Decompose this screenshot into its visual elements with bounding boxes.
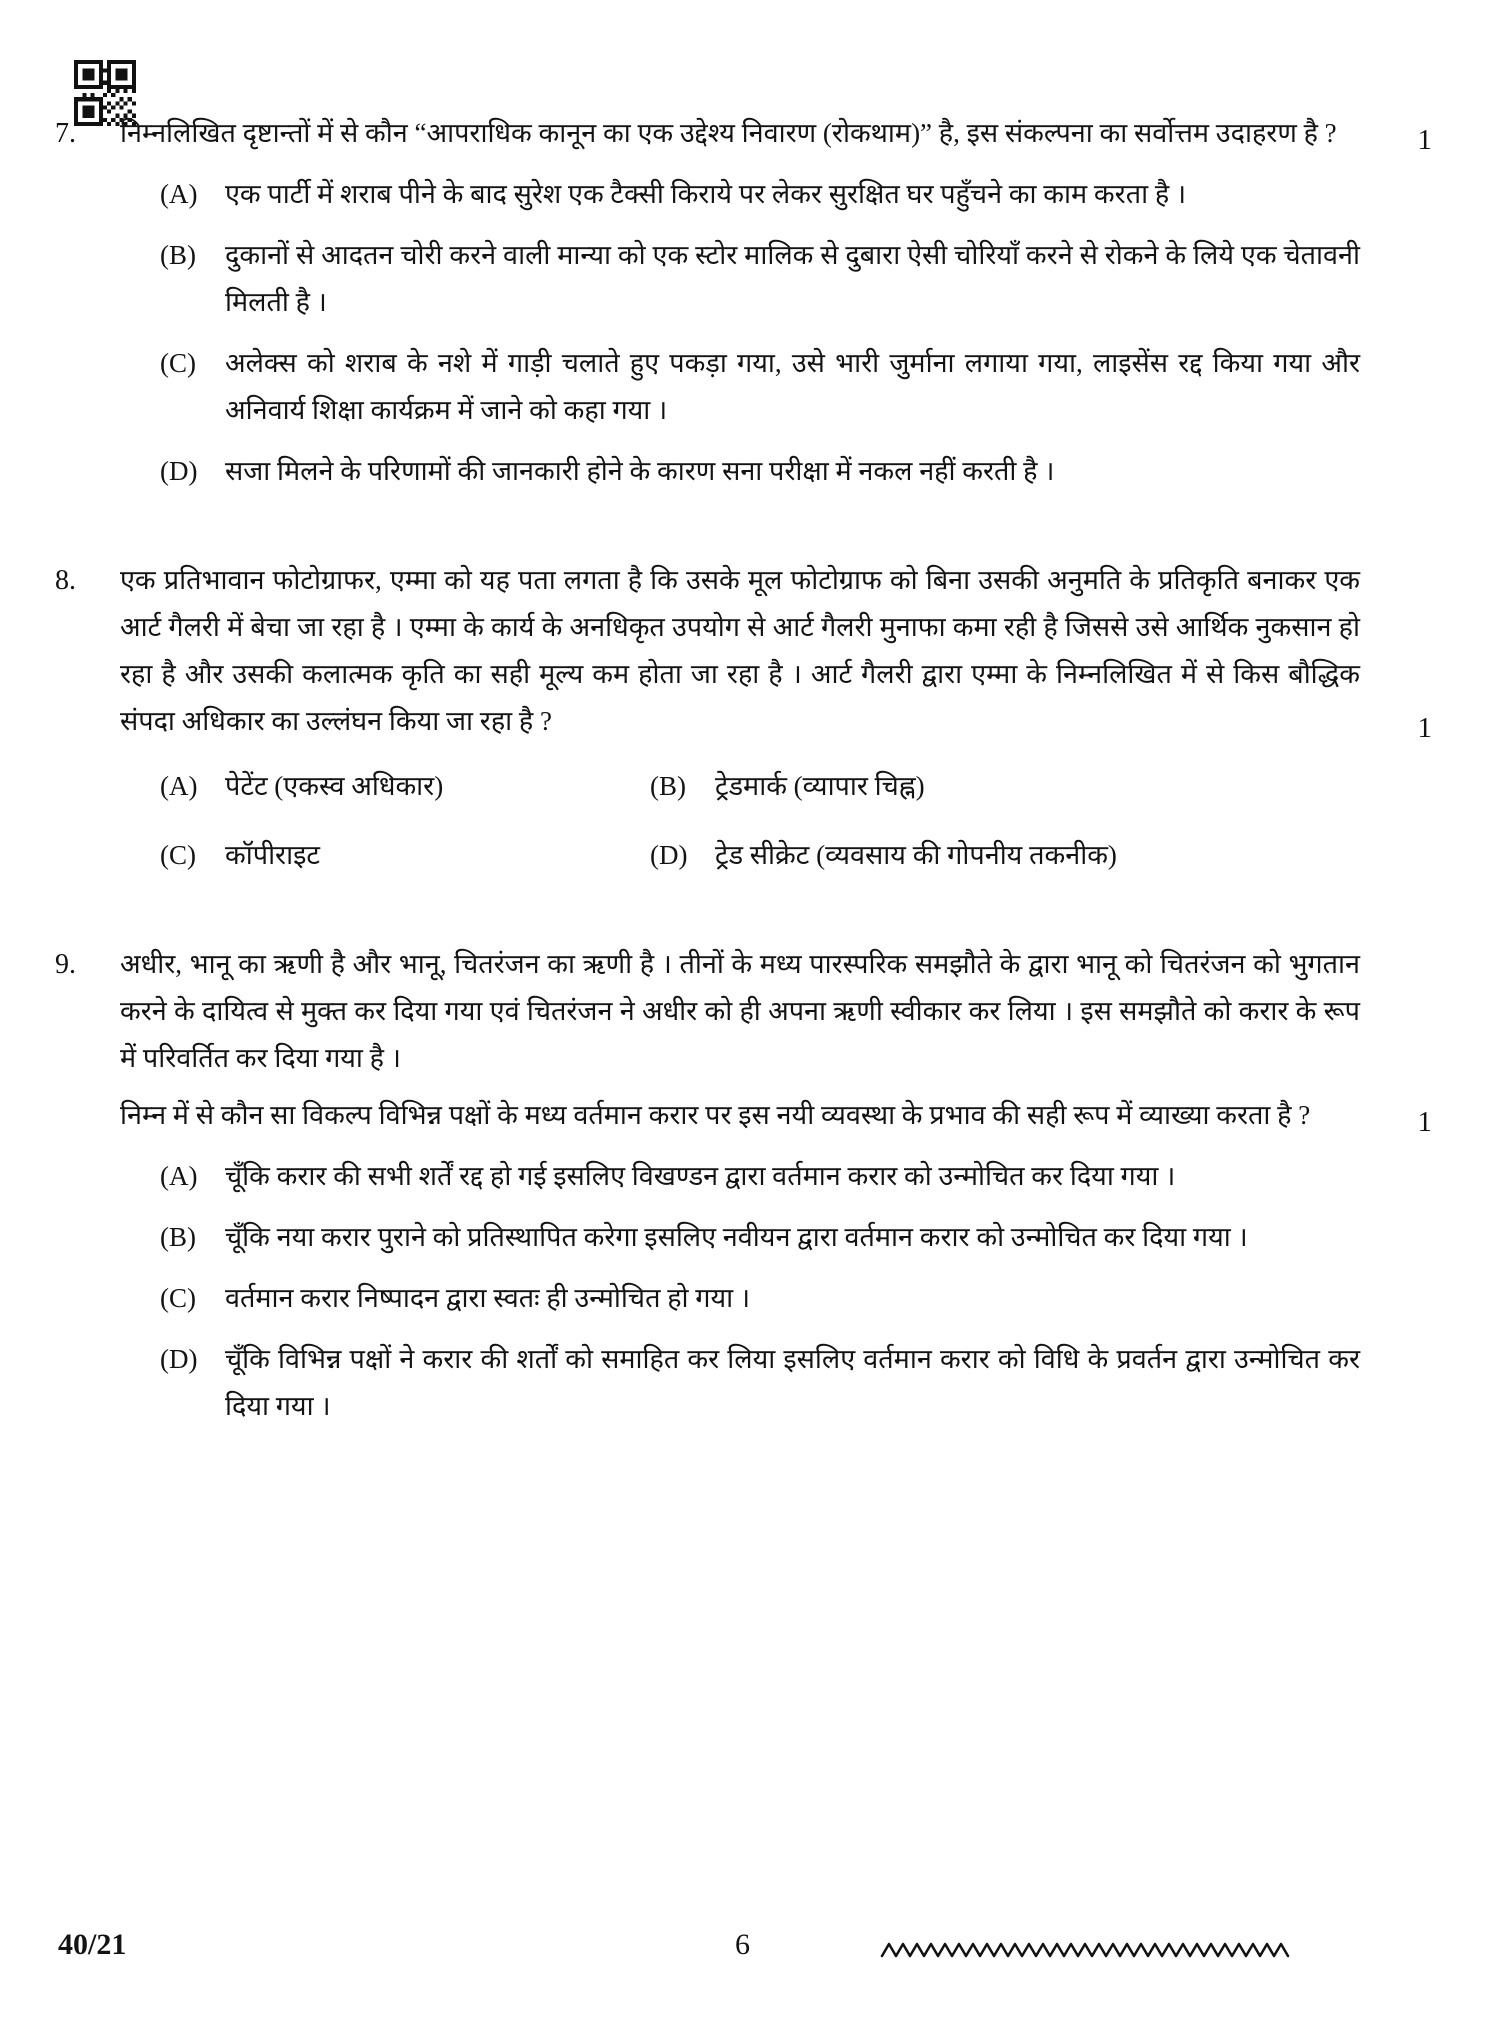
option-label: (C) bbox=[160, 840, 196, 870]
question-9-content bbox=[120, 941, 1440, 1430]
question-7 bbox=[55, 110, 1440, 495]
option-text: एक पार्टी में शराब पीने के बाद सुरेश एक टैक्सी किराये पर लेकर सुरक्षित घर पहुँचने का काम करता है । bbox=[225, 179, 1187, 209]
option-text: ट्रेडमार्क (व्यापार चिह्न) bbox=[715, 771, 925, 801]
question-9-number: 9. bbox=[55, 949, 76, 980]
option-text: वर्तमान करार निष्पादन द्वारा स्वतः ही उन्मोचित हो गया । bbox=[225, 1283, 751, 1313]
option-label: (B) bbox=[650, 771, 686, 801]
option-text: चूँकि विभिन्न पक्षों ने करार की शर्तों को समाहित कर लिया इसलिए वर्तमान करार को विधि के प्रवर्तन द्वारा उन्मोचित कर दिया गया । bbox=[225, 1344, 1360, 1421]
question-8-content bbox=[120, 557, 1440, 879]
questions-area bbox=[0, 110, 1505, 1492]
option-row bbox=[160, 448, 1360, 495]
question-8-number: 8. bbox=[55, 565, 76, 596]
option-text: चूँकि नया करार पुराने को प्रतिस्थापित करेगा इसलिए नवीयन द्वारा वर्तमान करार को उन्मोचित कर दिया गया । bbox=[225, 1222, 1248, 1252]
question-8 bbox=[55, 557, 1440, 879]
option-label: (A) bbox=[160, 1161, 198, 1191]
option-text: चूँकि करार की सभी शर्तें रद्द हो गई इसलिए विखण्डन द्वारा वर्तमान करार को उन्मोचित कर दिया गया । bbox=[225, 1161, 1176, 1191]
option-row bbox=[160, 340, 1360, 434]
option-row bbox=[650, 763, 1360, 810]
option-row bbox=[160, 763, 610, 810]
paper-code: 40/21 bbox=[58, 1928, 127, 1961]
option-row bbox=[160, 832, 610, 879]
question-7-number: 7. bbox=[55, 118, 76, 149]
question-8-text: एक प्रतिभावान फोटोग्राफर, एम्मा को यह पता लगता है कि उसके मूल फोटोग्राफ को बिना उसकी अनुमति के प्रतिकृति बनाकर एक आर्ट गैलरी में बेचा जा रहा है । एम्मा के कार्य के अनधिकृत उपयोग से आर्ट गैलरी मुनाफा कमा रही है जिससे उसे आर्थिक नुकसान हो रहा है और उसकी कलात्मक कृति का सही मूल्य कम होता जा रहा है । आर्ट गैलरी द्वारा एम्मा के निम्नलिखित में से किस बौद्धिक संपदा अधिकार का उल्लंघन किया जा रहा है ? 1 bbox=[120, 565, 1432, 744]
option-row bbox=[160, 171, 1360, 218]
option-text: पेटेंट (एकस्व अधिकार) bbox=[225, 771, 444, 801]
question-8-marks: 1 bbox=[1417, 712, 1432, 744]
option-label: (D) bbox=[160, 1344, 198, 1374]
question-7-content bbox=[120, 110, 1440, 495]
option-row bbox=[160, 1336, 1360, 1430]
question-7-marks: 1 bbox=[1417, 124, 1432, 156]
option-text: अलेक्स को शराब के नशे में गाड़ी चलाते हुए पकड़ा गया, उसे भारी जुर्माना लगाया गया, लाइसेंस रद्द किया गया और अनिवार्य शिक्षा कार्यक्रम में जाने को कहा गया । bbox=[225, 348, 1360, 425]
option-text: दुकानों से आदतन चोरी करने वाली मान्या को एक स्टोर मालिक से दुबारा ऐसी चोरियाँ करने से रोकने के लिये एक चेतावनी मिलती है । bbox=[225, 240, 1360, 317]
question-9-marks: 1 bbox=[1417, 1106, 1432, 1138]
option-label: (D) bbox=[160, 456, 198, 486]
question-9-text-continued: निम्न में से कौन सा विकल्प विभिन्न पक्षों के मध्य वर्तमान करार पर इस नयी व्यवस्था के प्रभाव की सही रूप में व्याख्या करता है ? 1 bbox=[120, 1100, 1432, 1138]
option-label: (D) bbox=[650, 840, 688, 870]
question-7-text: निम्नलिखित दृष्टान्तों में से कौन “आपराधिक कानून का एक उद्देश्य निवारण (रोकथाम)” है, इस संकल्पना का सर्वोत्तम उदाहरण है ? 1 bbox=[120, 118, 1432, 156]
question-8-options bbox=[120, 763, 1360, 879]
option-row bbox=[160, 232, 1360, 326]
option-row bbox=[160, 1153, 1360, 1200]
option-label: (B) bbox=[160, 240, 196, 270]
option-row bbox=[650, 832, 1360, 879]
option-label: (C) bbox=[160, 1283, 196, 1313]
option-label: (B) bbox=[160, 1222, 196, 1252]
option-text: सजा मिलने के परिणामों की जानकारी होने के कारण सना परीक्षा में नकल नहीं करती है । bbox=[225, 456, 1055, 486]
option-label: (A) bbox=[160, 771, 198, 801]
option-text: ट्रेड सीक्रेट (व्यवसाय की गोपनीय तकनीक) bbox=[715, 840, 1117, 870]
question-9-text: अधीर, भानू का ऋणी है और भानू, चितरंजन का ऋणी है । तीनों के मध्य पारस्परिक समझौते के द्वारा भानू को चितरंजन को भुगतान करने के दायित्व से मुक्त कर दिया गया एवं चितरंजन ने अधीर को ही अपना ऋणी स्वीकार कर लिया । इस समझौते को करार के रूप में परिवर्तित कर दिया गया है । bbox=[120, 949, 1360, 1073]
option-label: (C) bbox=[160, 348, 196, 378]
option-row bbox=[160, 1275, 1360, 1322]
option-row bbox=[160, 1214, 1360, 1261]
question-9-options bbox=[120, 1153, 1360, 1430]
page-number: 6 bbox=[735, 1928, 750, 1961]
option-label: (A) bbox=[160, 179, 198, 209]
option-text: कॉपीराइट bbox=[225, 840, 320, 870]
question-9 bbox=[55, 941, 1440, 1430]
squiggle-line-icon bbox=[880, 1938, 1300, 1964]
question-7-options bbox=[120, 171, 1360, 495]
